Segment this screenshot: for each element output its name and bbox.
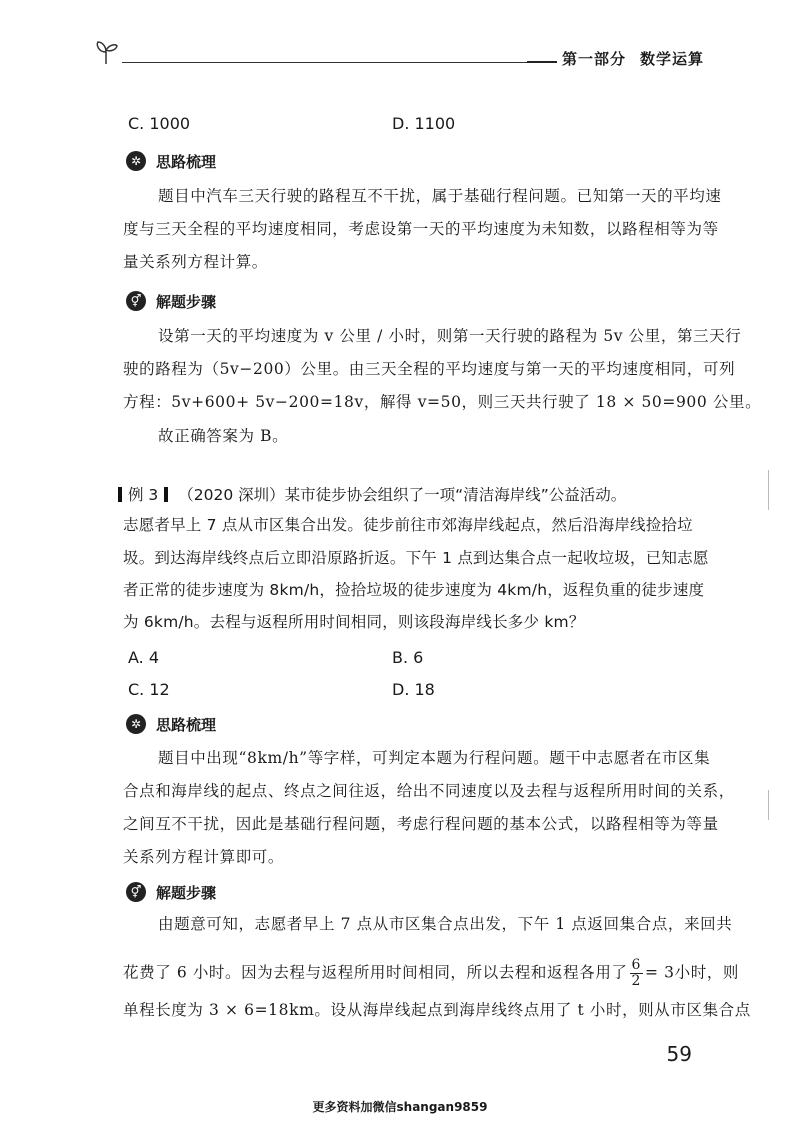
scan-mark xyxy=(768,790,769,820)
option-c: C. 12 xyxy=(128,680,170,699)
header-title xyxy=(562,48,718,69)
analysis-line: 度与三天全程的平均速度相同，考虑设第一天的平均速度为未知数，以路程相等为等 xyxy=(123,220,719,238)
analysis-heading-text: 思路梳理 xyxy=(156,715,217,734)
fraction xyxy=(630,958,644,989)
analysis-line: 量关系列方程计算。 xyxy=(123,253,268,271)
solution-heading-text: 解题步骤 xyxy=(156,292,217,311)
example-bar-right xyxy=(164,487,168,502)
header-chapter: 数学运算 xyxy=(640,50,705,68)
venus-mars-icon: ⚥ xyxy=(126,882,146,902)
solution-line: 方程：5v+600+ 5v−200=18v，解得 v=50，则三天共行驶了 18 × 50=900 公里。 xyxy=(123,393,762,411)
solution-line: 驶的路程为（5v−200）公里。由三天全程的平均速度与第一天的平均速度相同，可列 xyxy=(123,360,736,378)
analysis-heading xyxy=(126,150,216,172)
analysis-line: 题目中出现“8km/h”等字样，可判定本题为行程问题。题干中志愿者在市区集 xyxy=(158,749,711,767)
example-label xyxy=(118,483,626,505)
analysis-line: 合点和海岸线的起点、终点之间往返，给出不同速度以及去程与返程所用时间的关系， xyxy=(123,782,735,800)
option-d: D. 1100 xyxy=(392,114,456,133)
footer-note: 更多资料加微信shangan9859 xyxy=(312,1100,488,1114)
solution-line: 单程长度为 3 × 6=18km。设从海岸线起点到海岸线终点用了 t 小时，则从市区集合点 xyxy=(123,1001,751,1019)
example-question-line: 志愿者早上 7 点从市区集合出发。徒步前往市郊海岸线起点，然后沿海岸线捡拾垃 xyxy=(123,516,693,534)
solution-text: = 3小时，则 xyxy=(645,963,740,982)
solution-heading xyxy=(126,290,216,312)
page-number: 59 xyxy=(666,1042,692,1066)
fraction-denominator: 2 xyxy=(631,973,642,989)
page-header xyxy=(92,36,722,76)
example-question-line: 者正常的徒步速度为 8km/h，捡拾垃圾的徒步速度为 4km/h，返程负重的徒步速度 xyxy=(123,581,705,599)
analysis-line: 之间互不干扰，因此是基础行程问题，考虑行程问题的基本公式，以路程相等为等量 xyxy=(123,815,719,833)
solution-line: 由题意可知，志愿者早上 7 点从市区集合点出发，下午 1 点返回集合点，来回共 xyxy=(158,915,733,933)
analysis-heading xyxy=(126,713,216,735)
compass-icon: ✲ xyxy=(126,714,146,734)
option-a: A. 4 xyxy=(128,648,160,667)
answer-line: 故正确答案为 B。 xyxy=(158,427,289,445)
solution-text: 花费了 6 小时。因为去程与返程所用时间相同，所以去程和返程各用了 xyxy=(123,963,628,982)
option-b: B. 6 xyxy=(392,648,424,667)
compass-icon: ✲ xyxy=(126,151,146,171)
analysis-line: 关系列方程计算即可。 xyxy=(123,848,285,866)
solution-heading xyxy=(126,881,216,903)
example-question-line: 圾。到达海岸线终点后立即沿原路折返。下午 1 点到达集合点一起收垃圾，已知志愿 xyxy=(123,549,709,567)
header-rule xyxy=(122,62,527,63)
example-bar-left xyxy=(118,487,122,502)
solution-line: 设第一天的平均速度为 v 公里 / 小时，则第一天行驶的路程为 5v 公里，第三天行 xyxy=(158,327,742,345)
scan-mark xyxy=(768,470,769,510)
example-question-line: （2020 深圳）某市徒步协会组织了一项“清洁海岸线”公益活动。 xyxy=(178,486,627,504)
header-section: 第一部分 xyxy=(562,50,627,68)
solution-heading-text: 解题步骤 xyxy=(156,883,217,902)
analysis-heading-text: 思路梳理 xyxy=(156,152,217,171)
venus-mars-icon: ⚥ xyxy=(126,291,146,311)
example-question-line: 为 6km/h。去程与返程所用时间相同，则该段海岸线长多少 km？ xyxy=(123,613,585,631)
sprout-icon xyxy=(92,38,120,66)
header-rule-accent xyxy=(527,61,557,63)
analysis-line: 题目中汽车三天行驶的路程互不干扰，属于基础行程问题。已知第一天的平均速 xyxy=(158,187,722,205)
fraction-numerator: 6 xyxy=(631,957,642,973)
example-label-text: 例 3 xyxy=(128,486,159,504)
option-c: C. 1000 xyxy=(128,114,191,133)
option-d: D. 18 xyxy=(392,680,435,699)
solution-line-with-fraction xyxy=(123,958,739,989)
